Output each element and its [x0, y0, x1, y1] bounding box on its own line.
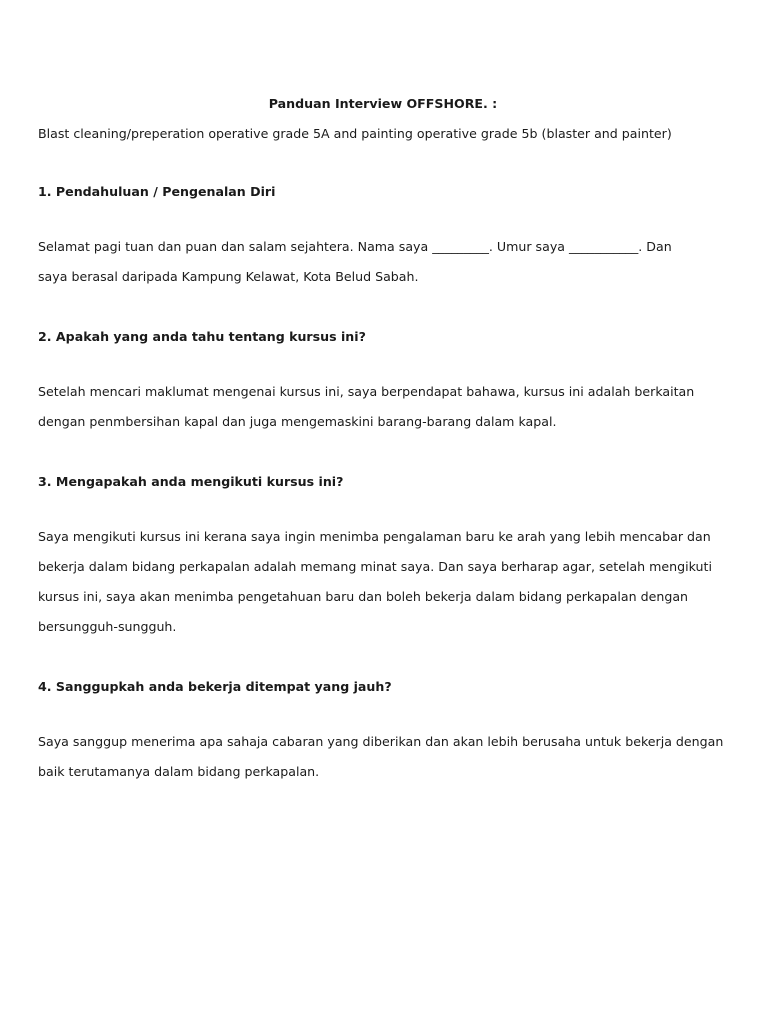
- paragraph-line: dengan penmbersihan kapal dan juga mengemaskini barang-barang dalam kapal.: [38, 414, 557, 429]
- paragraph-line: Saya mengikuti kursus ini kerana saya ingin menimba pengalaman baru ke arah yang lebih mencabar dan: [38, 529, 711, 544]
- section-heading-3: 3. Mengapakah anda mengikuti kursus ini?: [38, 474, 344, 489]
- paragraph-line: bekerja dalam bidang perkapalan adalah memang minat saya. Dan saya berharap agar, setelah mengikuti: [38, 559, 712, 574]
- section-paragraph-2: [38, 377, 728, 437]
- document-body: [38, 94, 728, 787]
- document-subtitle: Blast cleaning/preperation operative grade 5A and painting operative grade 5b (blaster and painter): [38, 126, 672, 141]
- section-heading-4: 4. Sanggupkah anda bekerja ditempat yang jauh?: [38, 679, 392, 694]
- paragraph-line: baik terutamanya dalam bidang perkapalan.: [38, 764, 320, 779]
- section-paragraph-3: [38, 522, 728, 642]
- paragraph-line: bersungguh-sungguh.: [38, 619, 177, 634]
- paragraph-line: Saya sanggup menerima apa sahaja cabaran yang diberikan dan akan lebih berusaha untuk bekerja dengan: [38, 734, 724, 749]
- paragraph-line: saya berasal daripada Kampung Kelawat, Kota Belud Sabah.: [38, 269, 419, 284]
- section-paragraph-1: [38, 232, 728, 292]
- paragraph-line: Setelah mencari maklumat mengenai kursus ini, saya berpendapat bahawa, kursus ini adalah berkaitan: [38, 384, 695, 399]
- document-title: Panduan Interview OFFSHORE. :: [268, 96, 498, 111]
- paragraph-line: Selamat pagi tuan dan puan dan salam sejahtera. Nama saya _________. Umur saya ___________. Dan: [38, 239, 672, 254]
- paragraph-line: kursus ini, saya akan menimba pengetahuan baru dan boleh bekerja dalam bidang perkapalan dengan: [38, 589, 689, 604]
- section-heading-2: 2. Apakah yang anda tahu tentang kursus ini?: [38, 329, 366, 344]
- section-paragraph-4: [38, 727, 728, 787]
- section-heading-1: 1. Pendahuluan / Pengenalan Diri: [38, 184, 276, 199]
